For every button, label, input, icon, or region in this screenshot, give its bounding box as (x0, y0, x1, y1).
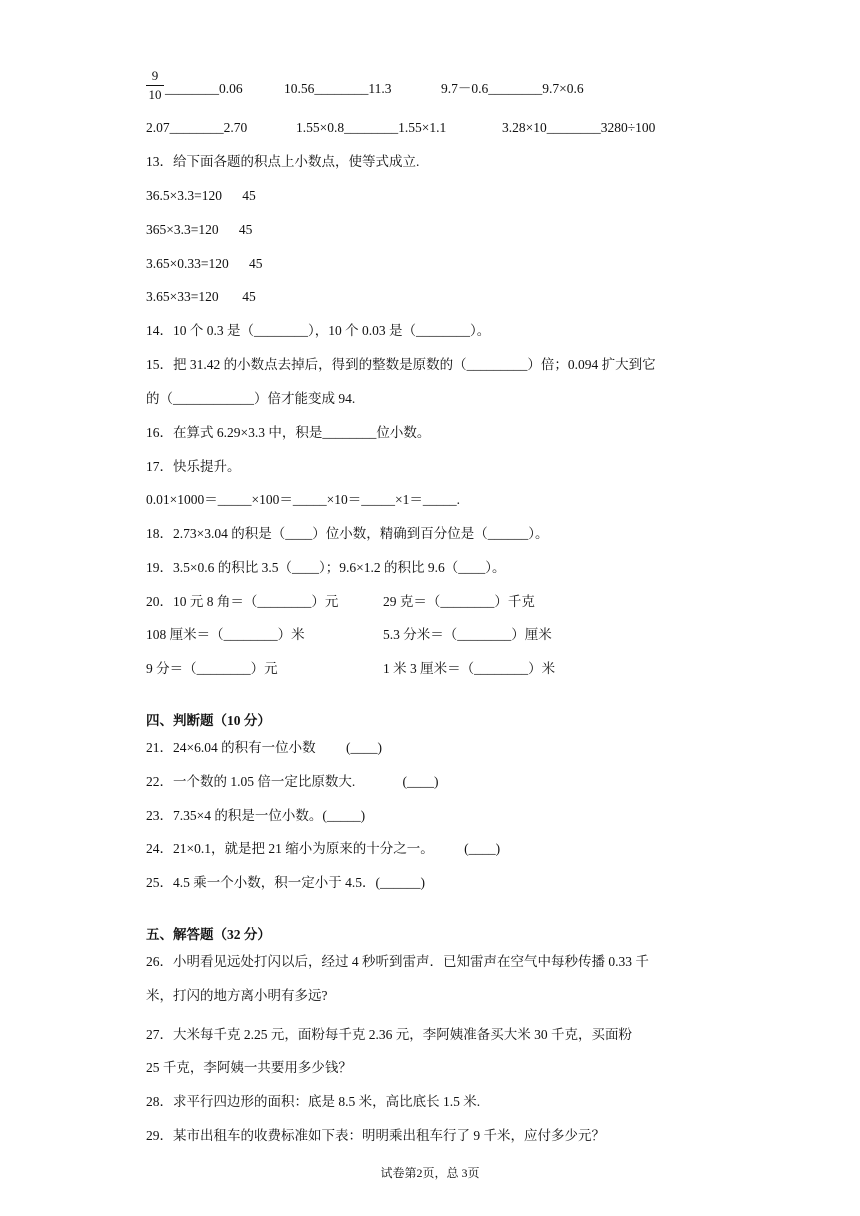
compare-line-1c: 9.7－0.6________9.7×0.6 (441, 81, 584, 96)
question-17-row: 0.01×1000＝_____×100＝_____×10＝_____×1＝_____. (146, 492, 460, 507)
question-20-a: 20．10 元 8 角＝（________）元 (146, 594, 339, 609)
question-25: 25．4.5 乘一个小数，积一定小于 4.5．(______) (146, 875, 425, 890)
question-27-line-1: 27．大米每千克 2.25 元，面粉每千克 2.36 元，李阿姨准备买大米 30 千克，买面粉 (146, 1027, 632, 1042)
fraction-bar (146, 85, 164, 86)
question-23: 23．7.35×4 的积是一位小数。(_____) (146, 808, 366, 823)
q13-row-4: 3.65×33=120 45 (146, 289, 256, 304)
question-27-line-2: 25 千克，李阿姨一共要用多少钱？ (146, 1060, 352, 1075)
q13-row-3: 3.65×0.33=120 45 (146, 256, 263, 271)
page-footer: 试卷第2页，总 3页 (380, 1166, 480, 1180)
question-19: 19．3.5×0.6 的积比 3.5（____）；9.6×1.2 的积比 9.6（____）。 (146, 560, 506, 575)
question-17: 17．快乐提升。 (146, 459, 241, 474)
question-22: 22．一个数的 1.05 倍一定比原数大. (____) (146, 774, 439, 789)
question-28: 28．求平行四边形的面积：底是 8.5 米，高比底长 1.5 米. (146, 1094, 481, 1109)
fraction-denominator: 10 (148, 87, 162, 102)
question-20-e: 9 分＝（________）元 (146, 661, 278, 676)
question-16: 16．在算式 6.29×3.3 中，积是________位小数。 (146, 425, 431, 440)
q13-row-1: 36.5×3.3=120 45 (146, 188, 256, 203)
question-26-line-1: 26．小明看见远处打闪以后，经过 4 秒听到雷声．已知雷声在空气中每秒传播 0.33 千 (146, 954, 649, 969)
question-20-b: 29 克＝（________）千克 (383, 594, 535, 609)
question-20-c: 108 厘米＝（________）米 (146, 627, 305, 642)
question-18: 18．2.73×3.04 的积是（____）位小数，精确到百分位是（______）。 (146, 526, 549, 541)
section-4-title: 四、判断题（10 分） (146, 713, 271, 728)
compare-line-2a: 2.07________2.70 (146, 120, 248, 135)
question-20-d: 5.3 分米＝（________）厘米 (383, 627, 552, 642)
question-15-line-2: 的（____________）倍才能变成 94. (146, 391, 356, 406)
compare-line-2b: 1.55×0.8________1.55×1.1 (296, 120, 447, 135)
question-21: 21．24×6.04 的积有一位小数 (____) (146, 740, 382, 755)
fraction-nine-tenths (146, 68, 164, 103)
question-14: 14．10 个 0.3 是（________），10 个 0.03 是（________）。 (146, 323, 491, 338)
fraction-numerator: 9 (151, 68, 159, 83)
question-15-line-1: 15．把 31.42 的小数点去掉后，得到的整数是原数的（_________）倍；0.094 扩大到它 (146, 357, 656, 372)
compare-line-2c: 3.28×10________3280÷100 (502, 120, 656, 135)
question-13: 13．给下面各题的积点上小数点，使等式成立. (146, 154, 420, 169)
compare-line-1a: ________0.06 (165, 81, 243, 96)
question-20-f: 1 米 3 厘米＝（________）米 (383, 661, 556, 676)
question-24: 24．21×0.1，就是把 21 缩小为原来的十分之一。 (____) (146, 841, 501, 856)
section-5-title: 五、解答题（32 分） (146, 927, 271, 942)
question-29: 29．某市出租车的收费标准如下表：明明乘出租车行了 9 千米，应付多少元？ (146, 1128, 605, 1143)
question-26-line-2: 米，打闪的地方离小明有多远? (146, 988, 328, 1003)
q13-row-2: 365×3.3=120 45 (146, 222, 253, 237)
compare-line-1b: 10.56________11.3 (284, 81, 392, 96)
